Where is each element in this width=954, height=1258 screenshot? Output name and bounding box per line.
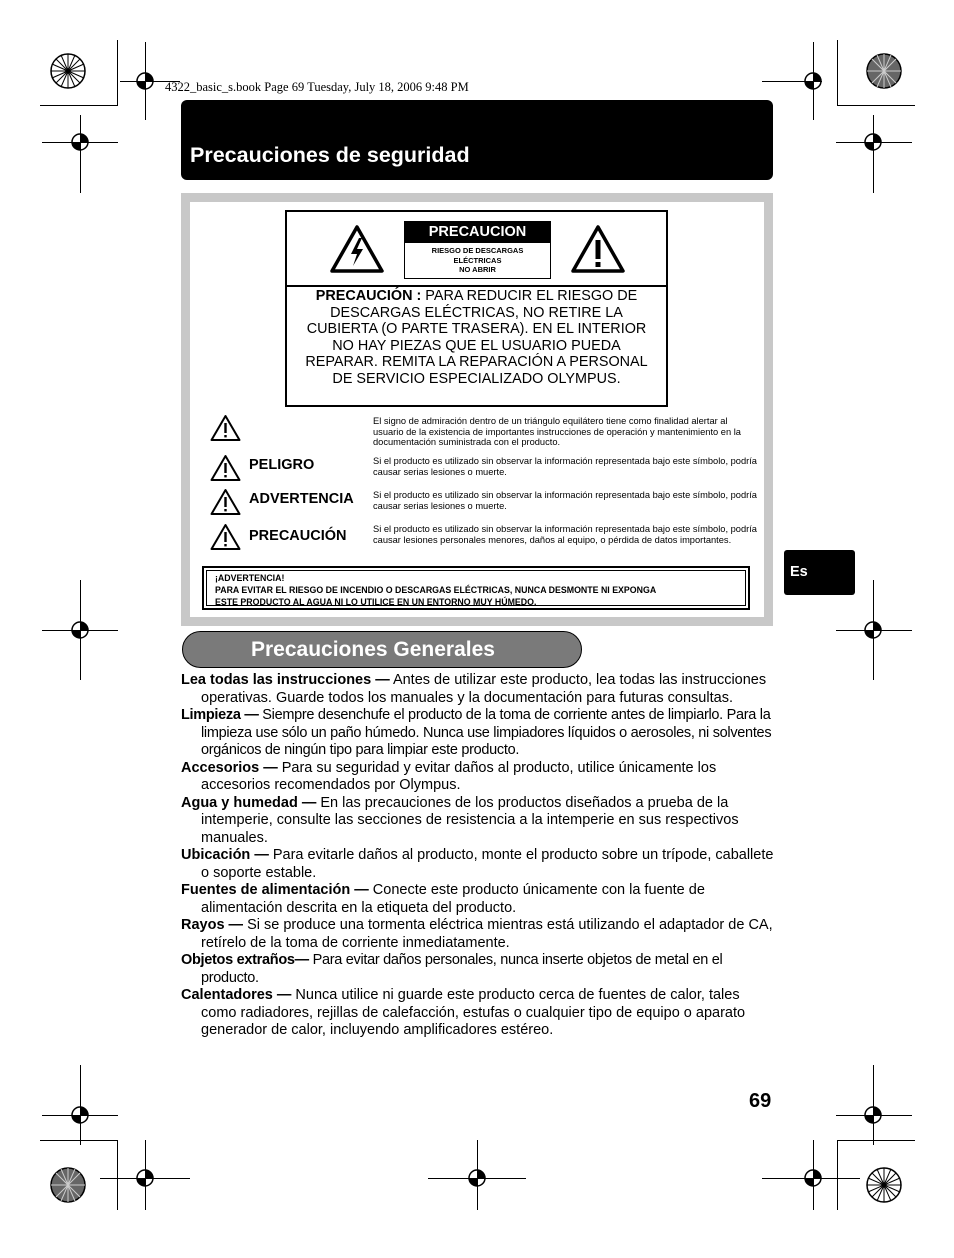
registration-target-icon [462, 1163, 492, 1193]
warning-line: PARA EVITAR EL RIESGO DE INCENDIO O DESCARGAS ELÉCTRICAS, NUNCA DESMONTE NI EXPONGA [215, 585, 657, 595]
page-title: Precauciones de seguridad [190, 143, 470, 167]
symbol-label: PRECAUCIÓN [249, 528, 347, 544]
exclamation-warning-icon [570, 224, 626, 274]
registration-target-icon [65, 127, 95, 157]
print-rosette-icon [50, 53, 86, 89]
precaution-term: Lea todas las instrucciones — [181, 672, 390, 688]
precaution-paragraph [181, 760, 776, 795]
title-bar [181, 100, 773, 180]
precaution-text: Si se produce una tormenta eléctrica mientras está utilizando el adaptador de CA, retírelo de la toma de corriente inmediatamente. [201, 917, 773, 951]
section-heading-pill [182, 631, 582, 668]
precaution-text: Conecte este producto únicamente con la fuente de alimentación descrita en la etiqueta del producto. [201, 882, 705, 916]
precaution-paragraph [181, 987, 776, 1040]
registration-target-icon [130, 1163, 160, 1193]
page-number: 69 [749, 1090, 772, 1112]
caution-symbols-row [287, 212, 666, 287]
precaution-term: Agua y humedad — [181, 794, 317, 811]
symbol-description: Si el producto es utilizado sin observar la información representada bajo este símbolo, podría causar serias lesiones o muerte. [373, 456, 757, 477]
warning-line: ESTE PRODUCTO AL AGUA NI LO UTILICE EN UN ENTORNO MUY HÚMEDO. [215, 597, 537, 607]
symbol-description: Si el producto es utilizado sin observar la información representada bajo este símbolo, podría causar serias lesiones o muerte. [373, 490, 757, 511]
precaution-text: Siempre desenchufe el producto de la toma de corriente antes de limpiarlo. Para la limpieza use sólo un paño húmedo. Nunca use limpiadores líquidos o aerosoles, ni solventes orgánicos de ningún tipo para limpiar este producto. [201, 707, 772, 758]
precaution-paragraph [181, 882, 776, 917]
precaution-term: Rayos — [181, 917, 244, 933]
precaution-text: En las precauciones de los productos diseñados a prueba de la intemperie, consulte las secciones de resistencia a la intemperie en sus respectivos manuales. [201, 794, 739, 846]
general-precautions-list [181, 672, 776, 1040]
precaution-text: Nunca utilice ni guarde este producto cerca de fuentes de calor, tales como radiadores, rejillas de calefacción, estufas o cualquier tipo de equipo o aparato generador de calor, incluyendo amplificadores estéreo. [201, 987, 746, 1038]
caution-label-title: PRECAUCION [405, 222, 550, 243]
precaution-text: Para su seguridad y evitar daños al producto, utilice únicamente los accesorios recomendados por Olympus. [201, 759, 717, 793]
caution-statement [287, 287, 666, 388]
registration-target-icon [858, 615, 888, 645]
registration-target-icon [65, 1100, 95, 1130]
caution-statement-lead: PRECAUCIÓN : [315, 288, 422, 304]
precaution-paragraph [181, 707, 776, 760]
exclamation-warning-icon [210, 488, 241, 516]
symbol-description: El signo de admiración dentro de un triángulo equilátero tiene como finalidad alertar al usuario de la existencia de importantes instrucciones de operación y mantenimiento en la documentación suministrada con el producto. [373, 416, 741, 447]
symbol-description: Si el producto es utilizado sin observar la información representada bajo este símbolo, podría causar lesiones personales menores, daños al equipo, o pérdida de datos importantes. [373, 524, 757, 545]
caution-label-line: RIESGO DE DESCARGAS [431, 246, 524, 255]
precaution-term: Accesorios — [181, 759, 278, 776]
precaution-text: Para evitar daños personales, nunca inserte objetos de metal en el producto. [201, 952, 723, 986]
print-rosette-icon [866, 1167, 902, 1203]
section-heading: Precauciones Generales [251, 638, 495, 661]
precaution-paragraph [181, 847, 776, 882]
precaution-paragraph [181, 795, 776, 848]
registration-target-icon [798, 1163, 828, 1193]
print-rosette-icon [866, 53, 902, 89]
precaution-term: Objetos extraños— [181, 952, 309, 968]
precaution-term: Ubicación — [181, 847, 269, 863]
caution-label-line: ELÉCTRICAS [453, 255, 502, 265]
print-rosette-icon [50, 1167, 86, 1203]
precaution-term: Fuentes de alimentación — [181, 882, 369, 898]
caution-statement-text: PARA REDUCIR EL RIESGO DE DESCARGAS ELÉCTRICAS, NO RETIRE LA CUBIERTA (O PARTE TRASERA). EN EL INTERIOR NO HAY PIEZAS QUE EL USUARIO PUEDA REPARAR. REMITA LA REPARACIÓN A PERSONAL DE SERVICIO ESPECIALIZADO OLYMPUS. [305, 288, 648, 387]
language-tab-label: Es [790, 564, 808, 580]
exclamation-warning-icon [210, 523, 241, 551]
caution-label-plate [404, 221, 551, 279]
warning-box [202, 566, 750, 610]
precaution-term: Calentadores — [181, 987, 292, 1003]
precaution-term: Limpieza — [181, 707, 259, 723]
print-header: 4322_basic_s.book Page 69 Tuesday, July 18, 2006 9:48 PM [165, 80, 469, 94]
warning-title: ¡ADVERTENCIA! [215, 573, 285, 583]
caution-box [285, 210, 668, 407]
electric-shock-warning-icon [329, 224, 385, 274]
exclamation-warning-icon [210, 414, 241, 442]
registration-target-icon [858, 1100, 888, 1130]
symbol-label: ADVERTENCIA [249, 491, 354, 507]
precaution-paragraph [181, 917, 776, 952]
registration-target-icon [858, 127, 888, 157]
registration-target-icon [130, 66, 160, 96]
registration-target-icon [798, 66, 828, 96]
precaution-text: Para evitarle daños al producto, monte el producto sobre un trípode, caballete o soporte estable. [201, 847, 774, 881]
language-tab [784, 550, 855, 595]
exclamation-warning-icon [210, 454, 241, 482]
precaution-text: Antes de utilizar este producto, lea todas las instrucciones operativas. Guarde todos los manuales y la documentación para futuras consultas. [201, 672, 767, 706]
precaution-paragraph [181, 952, 776, 987]
precaution-paragraph [181, 672, 776, 707]
symbol-label: PELIGRO [249, 457, 315, 473]
caution-label-line: NO ABRIR [459, 265, 496, 274]
registration-target-icon [65, 615, 95, 645]
